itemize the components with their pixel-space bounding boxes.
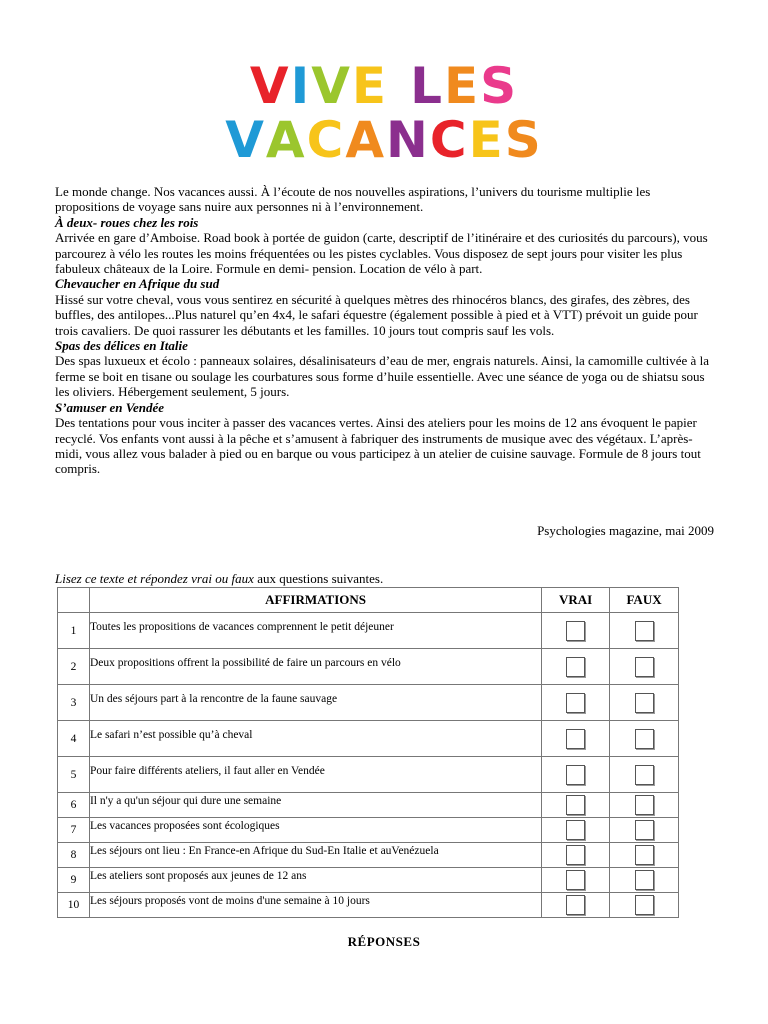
section-heading: Spas des délices en Italie: [55, 338, 188, 354]
table-row: [58, 893, 679, 918]
vrai-checkbox[interactable]: [566, 621, 585, 641]
title-letter: A: [265, 111, 307, 169]
title-line-2: [0, 112, 768, 168]
faux-cell: [610, 721, 679, 757]
header-vrai: VRAI: [542, 588, 610, 613]
faux-checkbox[interactable]: [635, 870, 654, 890]
row-number: 2: [58, 649, 90, 685]
row-number: 7: [58, 818, 90, 843]
table-row: [58, 685, 679, 721]
row-number: 9: [58, 868, 90, 893]
title-letter: E: [351, 57, 389, 115]
faux-cell: [610, 685, 679, 721]
affirmation-text: Les séjours proposés vont de moins d'une semaine à 10 jours: [89, 895, 370, 907]
article-text: [55, 184, 710, 477]
title-letter: L: [410, 57, 444, 115]
title-line-1: [0, 58, 768, 114]
affirmation-text: Un des séjours part à la rencontre de la faune sauvage: [89, 692, 338, 705]
instruction-part1: Lisez ce texte et répondez: [55, 571, 192, 586]
table-row: [58, 649, 679, 685]
vrai-checkbox[interactable]: [566, 765, 585, 785]
vrai-cell: [542, 793, 610, 818]
source-citation: Psychologies magazine, mai 2009: [537, 523, 714, 538]
title-letter: V: [225, 111, 266, 169]
title-letter: C: [306, 111, 346, 169]
true-false-table: [57, 587, 679, 918]
table-row: [58, 613, 679, 649]
title-letter: S: [480, 57, 519, 115]
vrai-checkbox[interactable]: [566, 729, 585, 749]
section-body: Hissé sur votre cheval, vous vous sentirez en sécurité à quelques mètres des rhinocéros blancs, des girafes, des zèbres, des buffles, des antilopes...Plus naturel qu’en 4x4, le safari équestre (également possible à pied et à VTT) prévoit un guide pour trois cavaliers. De quoi rassurer les débutants et les familles. 10 jours tout compris sauf les vols.: [55, 291, 698, 338]
table-header-row: [58, 588, 679, 613]
faux-checkbox[interactable]: [635, 621, 654, 641]
faux-checkbox[interactable]: [635, 765, 654, 785]
faux-cell: [610, 649, 679, 685]
header-number: [58, 588, 90, 613]
title-letter: N: [386, 111, 430, 169]
faux-checkbox[interactable]: [635, 820, 654, 840]
intro-paragraph: Le monde change. Nos vacances aussi. À l’écoute de nos nouvelles aspirations, l’univers du tourisme multiplie les propositions de voyage sans nuire aux personnes ni à l’environnement.: [55, 184, 651, 215]
affirmation-cell: [89, 757, 541, 793]
vrai-cell: [542, 757, 610, 793]
faux-checkbox[interactable]: [635, 657, 654, 677]
vrai-cell: [542, 613, 610, 649]
header-faux: FAUX: [610, 588, 679, 613]
faux-checkbox[interactable]: [635, 795, 654, 815]
vrai-cell: [542, 843, 610, 868]
affirmation-text: Le safari n’est possible qu’à cheval: [89, 728, 253, 741]
row-number: 4: [58, 721, 90, 757]
faux-cell: [610, 868, 679, 893]
vrai-checkbox[interactable]: [566, 845, 585, 865]
reponses-heading: RÉPONSES: [347, 934, 421, 949]
title-letter: E: [468, 111, 505, 169]
vrai-checkbox[interactable]: [566, 795, 585, 815]
faux-checkbox[interactable]: [635, 845, 654, 865]
affirmation-text: Les vacances proposées sont écologiques: [89, 820, 280, 832]
title-letter: V: [249, 57, 291, 115]
title-letter: A: [345, 111, 387, 169]
row-number: 5: [58, 757, 90, 793]
section-heading: À deux- roues chez les rois: [55, 214, 199, 230]
row-number: 6: [58, 793, 90, 818]
table-row: [58, 818, 679, 843]
row-number: 3: [58, 685, 90, 721]
vrai-cell: [542, 818, 610, 843]
faux-cell: [610, 843, 679, 868]
affirmation-cell: [89, 649, 541, 685]
title-letter: C: [429, 111, 469, 169]
vrai-cell: [542, 685, 610, 721]
vrai-checkbox[interactable]: [566, 895, 585, 915]
affirmation-text: Pour faire différents ateliers, il faut aller en Vendée: [89, 764, 325, 777]
instruction-part2: aux questions suivantes.: [253, 571, 384, 586]
affirmation-cell: [89, 793, 541, 818]
vrai-cell: [542, 893, 610, 918]
faux-checkbox[interactable]: [635, 729, 654, 749]
section-body: Arrivée en gare d’Amboise. Road book à portée de guidon (carte, descriptif de l’itinéraire et des curiosités du parcours), vous parcourez à vélo les routes les moins fréquentées ou les pistes cyclables. Vous disposez de sept jours pour visiter les plus fabuleux châteaux de la Loire. Formule en demi- pension. Location de vélo à part.: [55, 230, 708, 277]
faux-cell: [610, 757, 679, 793]
instruction-faux: faux: [231, 571, 254, 586]
instruction-ou: ou: [212, 571, 232, 586]
affirmation-text: Les séjours ont lieu : En France-en Afrique du Sud-En Italie et auVenézuela: [89, 845, 439, 857]
instruction-vrai: vrai: [191, 571, 213, 586]
affirmation-text: Les ateliers sont proposés aux jeunes de 12 ans: [89, 870, 307, 882]
vrai-checkbox[interactable]: [566, 657, 585, 677]
row-number: 10: [58, 893, 90, 918]
vrai-checkbox[interactable]: [566, 870, 585, 890]
section-body: Des spas luxueux et écolo : panneaux solaires, désalinisateurs d’eau de mer, engrais naturels. Ainsi, la camomille cultivée à la ferme se boit en tisane ou soulage les courbatures sous forme d’huile essentielle. Avec une séance de yoga ou de shiatsu sous les oliviers. Hébergement seulement, 5 jours.: [55, 353, 709, 400]
vrai-cell: [542, 649, 610, 685]
affirmation-cell: [89, 721, 541, 757]
affirmation-cell: [89, 818, 541, 843]
affirmation-cell: [89, 893, 541, 918]
instruction-text: [55, 571, 383, 587]
section-heading: Chevaucher en Afrique du sud: [55, 276, 220, 292]
header-affirmations: AFFIRMATIONS: [89, 588, 541, 613]
vrai-cell: [542, 721, 610, 757]
faux-cell: [610, 893, 679, 918]
table-row: [58, 721, 679, 757]
affirmation-cell: [89, 613, 541, 649]
section-body: Des tentations pour vous inciter à passer des vacances vertes. Ainsi des ateliers pour les moins de 12 ans évoquent le papier recyclé. Vos enfants vont aussi à la pêche et s’amusent à fabriquer des instruments de musique avec des végétaux. L’après-midi, vous allez vous balader à pied ou en barque ou vous participez à un atelier de cuisine sauvage. Formule de 8 jours tout compris.: [55, 415, 701, 477]
affirmation-cell: [89, 843, 541, 868]
table-row: [58, 793, 679, 818]
faux-cell: [610, 613, 679, 649]
row-number: 8: [58, 843, 90, 868]
affirmation-text: Il n'y a qu'un séjour qui dure une semaine: [89, 795, 282, 807]
title-letter: V: [311, 57, 352, 115]
faux-cell: [610, 818, 679, 843]
table-row: [58, 843, 679, 868]
affirmation-text: Toutes les propositions de vacances comprennent le petit déjeuner: [89, 620, 394, 633]
faux-checkbox[interactable]: [635, 693, 654, 713]
affirmation-text: Deux propositions offrent la possibilité de faire un parcours en vélo: [89, 656, 401, 669]
table-row: [58, 757, 679, 793]
title-letter: I: [290, 57, 312, 115]
affirmation-cell: [89, 868, 541, 893]
title-letter: E: [443, 57, 481, 115]
faux-cell: [610, 793, 679, 818]
vrai-cell: [542, 868, 610, 893]
vrai-checkbox[interactable]: [566, 820, 585, 840]
title-letter: S: [504, 111, 543, 169]
table-row: [58, 868, 679, 893]
row-number: 1: [58, 613, 90, 649]
faux-checkbox[interactable]: [635, 895, 654, 915]
vrai-checkbox[interactable]: [566, 693, 585, 713]
affirmation-cell: [89, 685, 541, 721]
section-heading: S’amuser en Vendée: [55, 399, 165, 415]
